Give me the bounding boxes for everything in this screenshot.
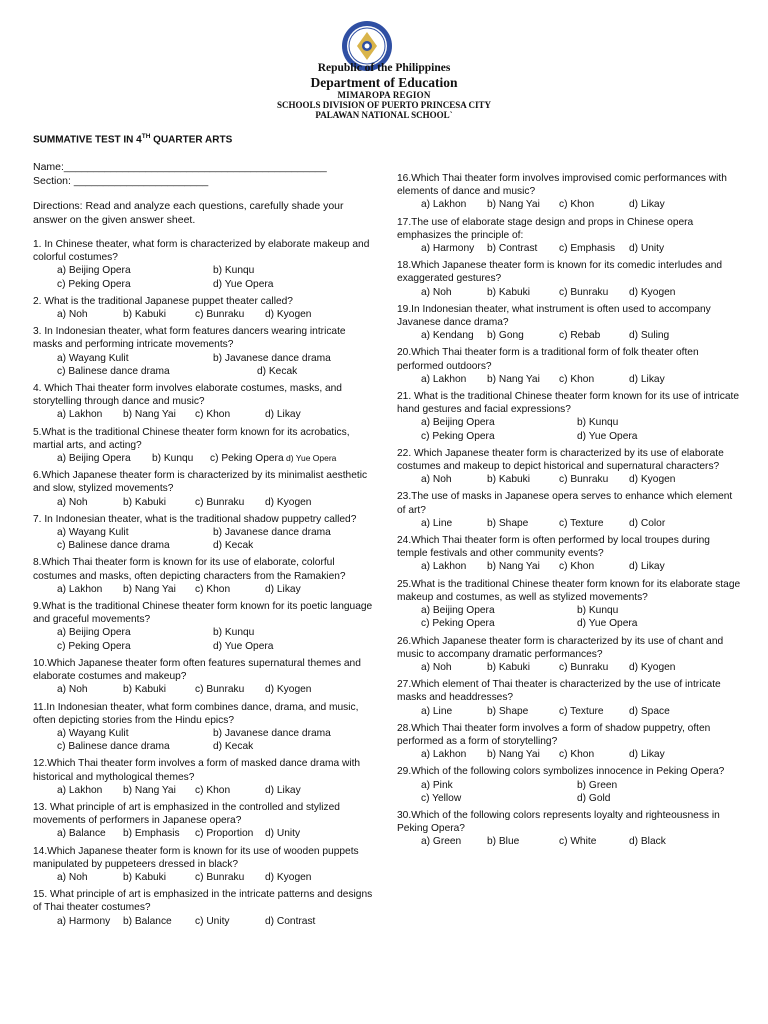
answer-option: b) Shape [487, 517, 529, 529]
question-text: 21. What is the traditional Chinese theater form known for its use of intricate hand gestures and facial expressions? [397, 391, 740, 416]
question-item [33, 426, 373, 466]
answer-option: d) Yue Opera [577, 430, 638, 442]
answer-options [397, 705, 742, 718]
question-text: 13. What principle of art is emphasized in the controlled and stylized movements of performers in Japanese opera? [33, 801, 340, 827]
answer-option: b) Kabuki [487, 661, 531, 673]
answer-option: d) Contrast [265, 915, 316, 927]
question-item [33, 757, 373, 797]
answer-options [397, 748, 742, 761]
answer-option: d) Kyogen [629, 474, 676, 486]
answer-option: a) Wayang Kulit [57, 527, 129, 539]
question-text: 2. What is the traditional Japanese puppet theater called? [33, 295, 293, 307]
answer-option: c) Khon [559, 561, 595, 573]
answer-option: c) Texture [559, 517, 604, 529]
answer-option: a) Beijing Opera [57, 265, 131, 277]
answer-option: d) Kyogen [265, 496, 312, 508]
answer-option: d) Yue Opera [577, 618, 638, 630]
answer-option: b) Kunqu [213, 265, 255, 277]
answer-option: a) Lakhon [57, 583, 103, 595]
question-text: 4. Which Thai theater form involves elaborate costumes, masks, and storytelling through dance and music? [33, 383, 342, 408]
answer-options [33, 626, 373, 652]
answer-option: c) Emphasis [559, 243, 616, 255]
answer-option: b) Kunqu [577, 605, 619, 617]
answer-option: c) Rebab [559, 330, 601, 342]
answer-option: c) Bunraku [559, 474, 609, 486]
question-item [397, 490, 742, 530]
question-text: 27.Which element of Thai theater is characterized by the use of intricate masks and headdresses? [397, 679, 721, 704]
answer-option: d) Yue Opera [213, 278, 274, 290]
answer-option: b) Nang Yai [487, 749, 540, 761]
answer-option: c) Khon [195, 409, 231, 421]
answer-option: a) Noh [421, 286, 452, 298]
question-item [397, 172, 742, 212]
answer-option: b) Shape [487, 705, 529, 717]
answer-option: a) Green [421, 836, 462, 848]
answer-option: a) Noh [57, 871, 88, 883]
answer-options [33, 496, 373, 509]
answer-option: a) Noh [421, 474, 452, 486]
test-title [33, 133, 232, 145]
section-field: Section: _______________________ [33, 175, 209, 187]
answer-option: d) Likay [629, 561, 665, 573]
question-text: 23.The use of masks in Japanese opera serves to enhance which element of art? [397, 491, 733, 516]
header-republic: Republic of the Philippines [317, 62, 451, 74]
question-text: 11.In Indonesian theater, what form combines dance, drama, and music, often depicting stories from the Hindu epics? [33, 701, 359, 726]
answer-option: b) Gong [487, 330, 524, 342]
answer-option: c) Bunraku [559, 286, 609, 298]
question-item [33, 295, 373, 321]
answer-option: c) Balinese dance drama [57, 741, 170, 753]
answer-option: d) Likay [265, 784, 301, 796]
answer-option: b) Balance [123, 915, 172, 927]
header-school: PALAWAN NATIONAL SCHOOL` [315, 110, 453, 120]
answer-option: a) Harmony [57, 915, 111, 927]
answer-option: b) Blue [487, 836, 520, 848]
answer-option: a) Beijing Opera [421, 417, 495, 429]
question-item [397, 447, 742, 487]
answer-options [397, 198, 742, 211]
question-item [33, 657, 373, 697]
answer-options [33, 308, 373, 321]
answer-option: b) Nang Yai [487, 373, 540, 385]
answer-option: b) Nang Yai [487, 561, 540, 573]
answer-option: d) Kyogen [629, 286, 676, 298]
question-text: 12.Which Thai theater form involves a form of masked dance drama with historical and mythological themes? [33, 758, 361, 783]
question-text: 18.Which Japanese theater form is known for its comedic interludes and exaggerated gestures? [397, 260, 723, 285]
answer-option: a) Lakhon [421, 749, 467, 761]
answer-options [397, 242, 742, 255]
question-text: 17.The use of elaborate stage design and props in Chinese opera emphasizes the principle of: [397, 216, 694, 241]
answer-option: d) Kyogen [265, 871, 312, 883]
question-text: 8.Which Thai theater form is known for its use of elaborate, colorful costumes and masks, often depicting characters from the Ramakien? [33, 557, 346, 582]
answer-option: c) Khon [195, 583, 231, 595]
answer-options [33, 727, 373, 753]
answer-option: a) Kendang [421, 330, 474, 342]
answer-options [33, 915, 373, 928]
header-division: SCHOOLS DIVISION OF PUERTO PRINCESA CITY [277, 100, 491, 110]
question-item [33, 469, 373, 509]
answer-option: a) Line [421, 705, 453, 717]
question-item [397, 722, 742, 762]
answer-option: a) Noh [57, 309, 88, 321]
answer-option: d) Gold [577, 792, 611, 804]
answer-option: c) Khon [559, 199, 595, 211]
name-field: Name:_____________________________________________ [33, 161, 327, 173]
answer-option: b) Javanese dance drama [213, 527, 331, 539]
answer-option: d) Kecak [213, 540, 254, 552]
answer-option: d) Kyogen [265, 309, 312, 321]
answer-option: d) Space [629, 705, 670, 717]
question-item [397, 765, 742, 805]
question-item [397, 635, 742, 675]
question-item [397, 578, 742, 631]
answer-option: a) Beijing Opera [57, 627, 131, 639]
answer-options [397, 329, 742, 342]
question-item [397, 678, 742, 718]
answer-options [33, 683, 373, 696]
answer-option: a) Balance [57, 828, 106, 840]
answer-option: a) Pink [421, 779, 453, 791]
answer-options [33, 264, 373, 290]
answer-option: a) Beijing Opera [421, 605, 495, 617]
answer-options [397, 373, 742, 386]
answer-option: c) Peking Opera [210, 453, 284, 465]
answer-option: b) Nang Yai [123, 583, 176, 595]
answer-option: c) Bunraku [195, 496, 245, 508]
question-text: 19.In Indonesian theater, what instrument is often used to accompany Javanese dance drama? [397, 303, 711, 329]
answer-option: a) Noh [57, 496, 88, 508]
answer-option: d) Kyogen [265, 684, 312, 696]
question-item [33, 325, 373, 378]
answer-option: a) Lakhon [57, 784, 103, 796]
answer-option: c) Khon [559, 373, 595, 385]
question-text: 14.Which Japanese theater form is known for its use of wooden puppets manipulated by puppeteers dressed in black? [33, 845, 359, 870]
answer-option: a) Lakhon [421, 199, 467, 211]
question-text: 26.Which Japanese theater form is characterized by its use of chant and music to accompany dramatic performances? [397, 635, 724, 660]
header-region: MIMAROPA REGION [337, 90, 431, 100]
answer-option: b) Kunqu [577, 417, 619, 429]
answer-option: a) Beijing Opera [57, 453, 131, 465]
answer-options [397, 473, 742, 486]
answer-option: a) Noh [57, 684, 88, 696]
answer-options [33, 827, 373, 840]
question-item [33, 238, 373, 291]
answer-option: a) Line [421, 517, 453, 529]
answer-options [33, 526, 373, 552]
answer-option: b) Kabuki [123, 496, 167, 508]
question-text: 6.Which Japanese theater form is characterized by its minimalist aesthetic and slow, stylized movements? [33, 470, 368, 495]
answer-option: b) Kunqu [152, 453, 194, 465]
question-text: 7. In Indonesian theater, what is the traditional shadow puppetry called? [33, 513, 357, 525]
answer-options [33, 408, 373, 421]
question-item [33, 556, 373, 596]
answer-options [397, 779, 742, 805]
answer-option: d) Kyogen [629, 661, 676, 673]
answer-option: d) Likay [265, 409, 301, 421]
question-text: 20.Which Thai theater form is a traditional form of folk theater often performed outdoors? [397, 347, 699, 372]
answer-option: d) Yue Opera [213, 640, 274, 652]
answer-option: b) Javanese dance drama [213, 727, 331, 739]
answer-options [33, 784, 373, 797]
question-item [33, 701, 373, 754]
answer-option: c) Khon [559, 749, 595, 761]
answer-options [33, 452, 373, 465]
answer-option: c) Texture [559, 705, 604, 717]
question-text: 15. What principle of art is emphasized in the intricate patterns and designs of Thai theater costumes? [33, 889, 373, 914]
question-text: 9.What is the traditional Chinese theater form known for its poetic language and graceful movements? [33, 601, 373, 626]
answer-options [33, 352, 373, 378]
answer-option: b) Nang Yai [123, 409, 176, 421]
answer-option: c) Yellow [421, 792, 462, 804]
question-item [397, 809, 742, 849]
answer-option: b) Javanese dance drama [213, 352, 331, 364]
question-item [397, 216, 742, 256]
question-text: 29.Which of the following colors symbolizes innocence in Peking Opera? [397, 766, 725, 778]
answer-option: d) Yue Opera [286, 453, 337, 464]
student-fields [33, 160, 327, 188]
answer-option: c) Unity [195, 915, 230, 927]
answer-option: c) Peking Opera [57, 640, 131, 652]
answer-options [397, 560, 742, 573]
question-text: 30.Which of the following colors represents loyalty and righteousness in Peking Opera? [397, 809, 720, 835]
question-item [33, 845, 373, 885]
answer-option: b) Kunqu [213, 627, 255, 639]
header-department: Department of Education [310, 75, 458, 90]
answer-options [397, 416, 742, 442]
question-item [33, 382, 373, 422]
answer-option: b) Emphasis [123, 828, 180, 840]
answer-option: c) Peking Opera [57, 278, 131, 290]
answer-options [397, 517, 742, 530]
question-item [397, 259, 742, 299]
question-item [397, 346, 742, 386]
answer-option: b) Kabuki [487, 474, 531, 486]
answer-option: a) Lakhon [421, 373, 467, 385]
question-item [33, 801, 373, 841]
answer-option: b) Nang Yai [487, 199, 540, 211]
answer-option: b) Nang Yai [123, 784, 176, 796]
answer-option: d) Black [629, 836, 666, 848]
answer-option: d) Likay [629, 199, 665, 211]
question-text: 22. Which Japanese theater form is characterized by its use of elaborate costumes and makeup to depict historical and supernatural characters? [397, 447, 724, 473]
question-gap [33, 928, 373, 932]
answer-option: c) Balinese dance drama [57, 365, 170, 377]
answer-option: c) Bunraku [559, 661, 609, 673]
answer-option: c) Khon [195, 784, 231, 796]
answer-option: b) Kabuki [123, 684, 167, 696]
question-text: 3. In Indonesian theater, what form features dancers wearing intricate masks and performing intricate movements? [33, 326, 346, 351]
question-item [397, 534, 742, 574]
answer-option: d) Kecak [257, 365, 298, 377]
answer-option: b) Kabuki [123, 871, 167, 883]
questions-right-column [397, 172, 742, 853]
answer-option: b) Contrast [487, 243, 538, 255]
title-pre: SUMMATIVE TEST IN 4 [33, 134, 142, 146]
answer-option: c) Bunraku [195, 309, 245, 321]
answer-option: d) Likay [629, 373, 665, 385]
question-item [33, 513, 373, 553]
question-text: 1. In Chinese theater, what form is characterized by elaborate makeup and colorful costumes? [33, 239, 370, 264]
answer-options [33, 583, 373, 596]
answer-option: a) Lakhon [57, 409, 103, 421]
answer-option: d) Likay [265, 583, 301, 595]
question-text: 10.Which Japanese theater form often features supernatural themes and elaborate costumes and makeup? [33, 657, 361, 683]
directions: Directions: Read and analyze each questions, carefully shade your answer on the given answer sheet. [33, 200, 344, 226]
question-text: 25.What is the traditional Chinese theater form known for its elaborate stage makeup and costumes, as well as stylized movements? [397, 578, 741, 603]
title-sup: TH [141, 133, 151, 140]
answer-option: a) Lakhon [421, 561, 467, 573]
answer-option: d) Color [629, 517, 666, 529]
answer-option: b) Kabuki [487, 286, 531, 298]
answer-option: c) Bunraku [195, 684, 245, 696]
title-post: QUARTER ARTS [150, 134, 233, 146]
answer-option: d) Unity [629, 243, 665, 255]
answer-option: a) Harmony [421, 243, 475, 255]
answer-option: c) Peking Opera [421, 430, 495, 442]
answer-option: d) Suling [629, 330, 670, 342]
answer-option: c) Bunraku [195, 871, 245, 883]
answer-option: c) Proportion [195, 828, 254, 840]
question-item [397, 390, 742, 443]
question-gap [397, 849, 742, 853]
question-item [397, 303, 742, 343]
question-text: 28.Which Thai theater form involves a form of shadow puppetry, often performed as a form of storytelling? [397, 722, 711, 747]
questions-left-column [33, 238, 373, 932]
question-text: 5.What is the traditional Chinese theater form known for its acrobatics, martial arts, and acting? [33, 426, 350, 451]
answer-option: c) White [559, 836, 597, 848]
question-text: 24.Which Thai theater form is often performed by local troupes during temple festivals and other community events? [397, 535, 710, 560]
answer-option: b) Green [577, 779, 618, 791]
answer-option: c) Balinese dance drama [57, 540, 170, 552]
answer-option: d) Kecak [213, 741, 254, 753]
answer-option: d) Unity [265, 828, 301, 840]
answer-option: d) Likay [629, 749, 665, 761]
answer-option: c) Peking Opera [421, 618, 495, 630]
answer-options [397, 286, 742, 299]
answer-option: a) Noh [421, 661, 452, 673]
answer-options [397, 835, 742, 848]
question-item [33, 600, 373, 653]
answer-options [33, 871, 373, 884]
question-text: 16.Which Thai theater form involves improvised comic performances with elements of dance and music? [397, 173, 727, 198]
answer-options [397, 604, 742, 630]
question-item [33, 888, 373, 928]
answer-option: a) Wayang Kulit [57, 727, 129, 739]
answer-options [397, 661, 742, 674]
answer-option: b) Kabuki [123, 309, 167, 321]
answer-option: a) Wayang Kulit [57, 352, 129, 364]
